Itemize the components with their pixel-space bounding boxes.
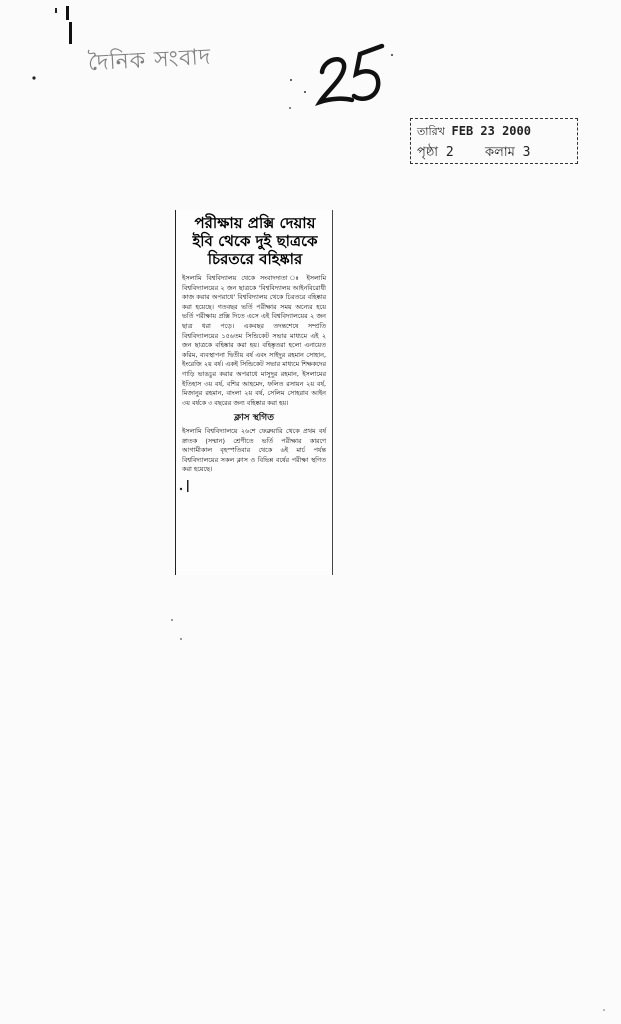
article-paragraph-1: ইসলামি বিশ্ববিদ্যালয় থেকে সংবাদদাতা ঃ ইসলামি বিশ্ববিদ্যালয়ের ২ জন ছাত্রকে 'বিশ্ববিদ্যালয় আইনবিরোধী কাজ করার অপরাধে' বিশ্ববিদ্যালয় থেকে চিরতরে বহিষ্কার করা হয়েছে। গতবছর ভর্তি পরীক্ষার সময় অন্যের হয়ে ভর্তি পরীক্ষায় প্রক্সি দিতে এসে এই বিশ্ববিদ্যালয়ের ২ জন ছাত্র ধরা পড়ে। একবছর তদন্তশেষে সম্প্রতি বিশ্ববিদ্যালয়ের ১৫৬তম সিন্ডিকেট সভার মাধ্যমে এই ২ জন ছাত্রকে বহিষ্কার করা হয়। বহিষ্কৃতরা হলো এনায়েত করিম, ব্যবস্থাপনা দ্বিতীয় বর্ষ এবং সাইদুর রহমান সোহান, ইংরেজি ২য় বর্ষ। একই সিন্ডিকেট সভার মাধ্যমে শিক্ষকদের গাড়ি ভাঙচুর করার অপরাধে মাসুদুর রহমান, ইসলামের ইতিহাস ৩য় বর্ষ, বশির আহমেদ, ফলিত রসায়ন ২য় বর্ষ, মিজানুর রহমান, বাংলা ২য় বর্ষ, সেলিম সোহরাব আইন ৩য় বর্ষকে ৩ বছরের জন্য বহিষ্কার করা হয়। — [182, 274, 326, 407]
stamp-page-label: পৃষ্ঠা — [417, 145, 439, 160]
headline-line-2: ইবি থেকে দুই ছাত্রকে — [192, 232, 318, 250]
headline-line-1: পরীক্ষায় প্রক্সি দেয়ায় — [194, 214, 316, 232]
stamp-page-number: 2 — [445, 145, 454, 160]
stamp-column-number: 3 — [522, 145, 531, 160]
stamp-date-label: তারিখ — [417, 125, 445, 138]
stamp-date: FEB 23 2000 — [451, 124, 531, 138]
headline-line-3: চিরতরে বহিষ্কার — [207, 250, 303, 268]
handwritten-paper-name: দৈনিক সংবাদ — [87, 44, 212, 77]
article-subhead: ক্লাস স্থগিত — [234, 413, 274, 424]
article-paragraph-2: ইসলামি বিশ্ববিদ্যালয়ে ২৬শে ফেব্রুয়ারি থেকে প্রথম বর্ষ স্নাতক (সম্মান) শ্রেণীতে ভর্তি পরীক্ষার কারণে আগামীকাল বৃহস্পতিবার থেকে ৬ই মার্চ পর্যন্ত বিশ্ববিদ্যালয়ের সকল ক্লাস ও বিভিন্ন বর্ষের পরীক্ষা স্থগিত করা হয়েছে। — [182, 426, 326, 474]
stamp-column-label: কলাম — [485, 145, 515, 160]
